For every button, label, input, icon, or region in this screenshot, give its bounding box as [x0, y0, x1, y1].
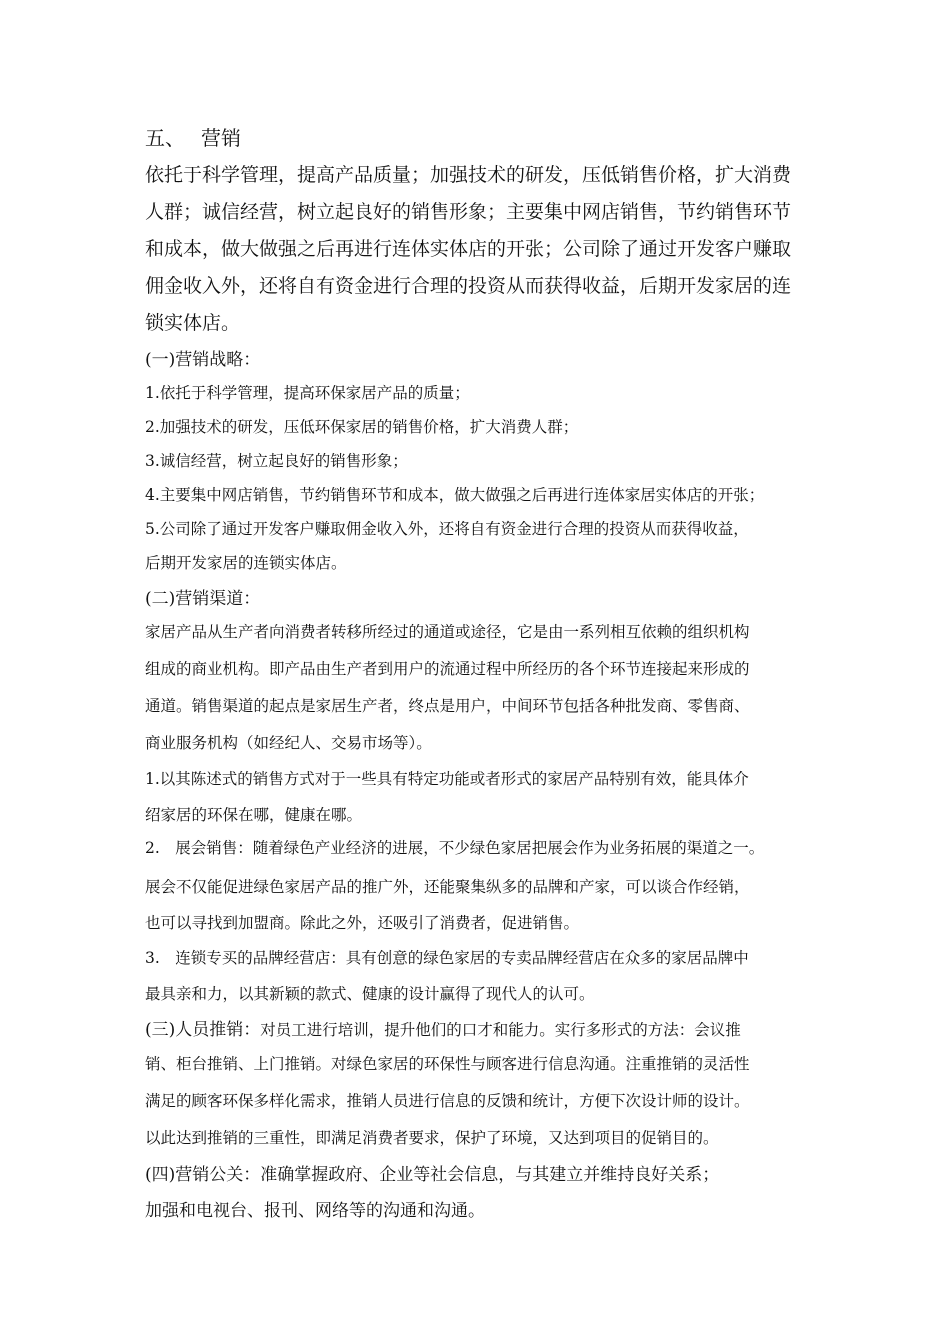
- personnel-heading: (三)人员推销：: [145, 1020, 261, 1040]
- strategy-heading: (一)营销战略：: [145, 350, 261, 370]
- strategy-line: 4.主要集中网店销售，节约销售环节和成本，做大做强之后再进行连体家居实体店的开张；: [145, 486, 765, 504]
- channels-line: 最具亲和力，以其新颖的款式、健康的设计赢得了现代人的认可。: [145, 985, 595, 1003]
- channels-line: 商业服务机构（如经纪人、交易市场等）。: [145, 734, 432, 752]
- intro-line: 人群；诚信经营，树立起良好的销售形象；主要集中网店销售，节约销售环节: [145, 201, 792, 223]
- pr-heading: (四)营销公关：: [145, 1165, 261, 1185]
- strategy-line: 1.依托于科学管理，提高环保家居产品的质量；: [145, 384, 470, 402]
- strategy-line: 5.公司除了通过开发客户赚取佣金收入外，还将自有资金进行合理的投资从而获得收益，: [145, 520, 749, 538]
- strategy-line: 2.加强技术的研发，压低环保家居的销售价格，扩大消费人群；: [145, 418, 579, 436]
- channels-line: 通道。销售渠道的起点是家居生产者，终点是用户，中间环节包括各种批发商、零售商、: [145, 697, 750, 715]
- channels-line: 家居产品从生产者向消费者转移所经过的通道或途径，它是由一系列相互依赖的组织机构: [145, 623, 750, 641]
- channels-line: 也可以寻找到加盟商。除此之外，还吸引了消费者，促进销售。: [145, 914, 580, 932]
- channels-line: 组成的商业机构。即产品由生产者到用户的流通过程中所经历的各个环节连接起来形成的: [145, 660, 750, 678]
- channels-line: 绍家居的环保在哪，健康在哪。: [145, 806, 363, 824]
- channels-heading: (二)营销渠道：: [145, 589, 261, 609]
- pr-text: 准确掌握政府、企业等社会信息，与其建立并维持良好关系；: [260, 1165, 720, 1185]
- personnel-line: 满足的顾客环保多样化需求，推销人员进行信息的反馈和统计，方便下次设计师的设计。: [145, 1092, 750, 1110]
- personnel-first-line: [145, 1015, 741, 1040]
- personnel-text: 对员工进行培训，提升他们的口才和能力。实行多形式的方法：会议推: [260, 1021, 741, 1039]
- pr-first-line: [145, 1160, 719, 1185]
- strategy-line: 3.诚信经营，树立起良好的销售形象；: [145, 452, 408, 470]
- section-heading: [145, 122, 241, 151]
- section-number: 五、: [145, 126, 185, 150]
- personnel-line: 销、柜台推销、上门推销。对绿色家居的环保性与顾客进行信息沟通。注重推销的灵活性: [145, 1055, 750, 1073]
- personnel-line: 以此达到推销的三重性，即满足消费者要求，保护了环境，又达到项目的促销目的。: [145, 1129, 719, 1147]
- channels-line: 1.以其陈述式的销售方式对于一些具有特定功能或者形式的家居产品特别有效，能具体介: [145, 770, 749, 788]
- section-title: 营销: [201, 126, 241, 150]
- intro-line: 和成本，做大做强之后再进行连体实体店的开张；公司除了通过开发客户赚取: [145, 238, 792, 260]
- pr-line: 加强和电视台、报刊、网络等的沟通和沟通。: [145, 1201, 485, 1221]
- channels-line: 展会不仅能促进绿色家居产品的推广外，还能聚集纵多的品牌和产家，可以谈合作经销，: [145, 878, 750, 896]
- intro-line: 佣金收入外，还将自有资金进行合理的投资从而获得收益，后期开发家居的连: [145, 275, 792, 297]
- channels-line: 2. 展会销售：随着绿色产业经济的进展，不少绿色家居把展会作为业务拓展的渠道之一。: [145, 839, 765, 857]
- strategy-line: 后期开发家居的连锁实体店。: [145, 554, 347, 572]
- intro-line: 锁实体店。: [145, 312, 241, 334]
- intro-line: 依托于科学管理，提高产品质量；加强技术的研发，压低销售价格，扩大消费: [145, 164, 792, 186]
- channels-line: 3. 连锁专买的品牌经营店：具有创意的绿色家居的专卖品牌经营店在众多的家居品牌中: [145, 949, 749, 967]
